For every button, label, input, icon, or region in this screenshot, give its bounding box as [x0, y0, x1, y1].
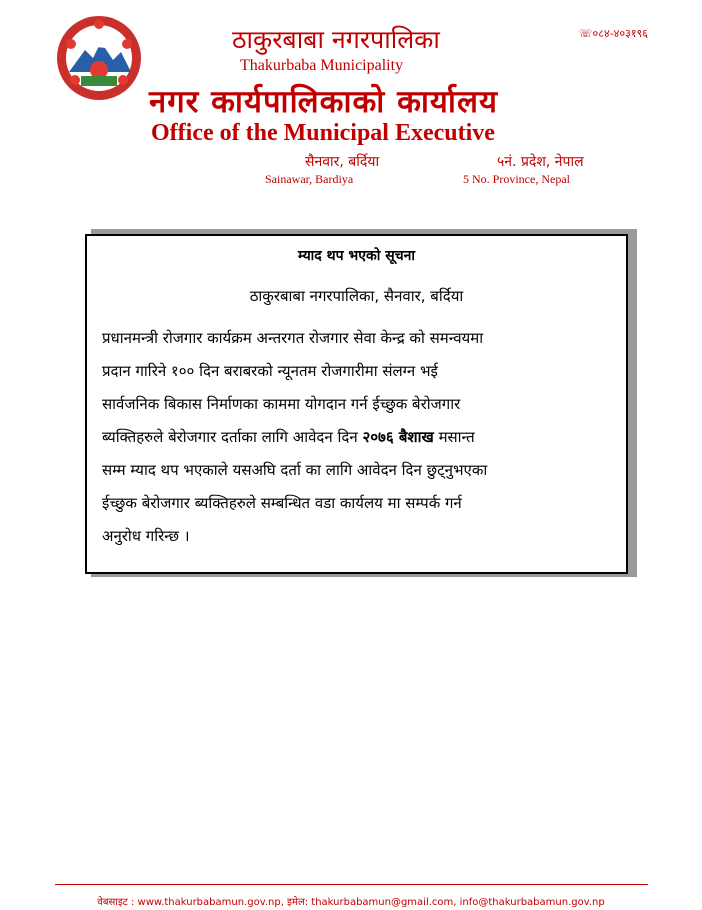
notice-line: प्रधानमन्त्री रोजगार कार्यक्रम अन्तरगत रोजगार सेवा केन्द्र को समन्वयमा — [102, 329, 484, 347]
footer-divider — [55, 884, 648, 885]
notice-line-text: मसान्त — [438, 428, 475, 446]
notice-heading: म्याद थप भएको सूचना — [298, 248, 415, 264]
office-title-np: नगर कार्यपालिकाको कार्यालय — [149, 84, 498, 120]
municipality-name-en: Thakurbaba Municipality — [240, 57, 404, 74]
footer-contact: वेबसाइट : www.thakurbabamun.gov.np, इमेल: thakurbabamun@gmail.com, info@thakurbabamun.gov.np — [97, 897, 605, 908]
deadline-date: २०७६ बैशाख — [362, 428, 434, 446]
nepal-emblem-icon — [55, 14, 143, 102]
office-title-en: Office of the Municipal Executive — [151, 120, 495, 146]
municipality-name-np: ठाकुरबाबा नगरपालिका — [232, 25, 440, 54]
notice-line: ईच्छुक बेरोजगार ब्यक्तिहरुले सम्बन्धित वडा कार्यलय मा सम्पर्क गर्न — [102, 494, 462, 512]
location-en-right: 5 No. Province, Nepal — [463, 172, 570, 186]
notice-subheading: ठाकुरबाबा नगरपालिका, सैनवार, बर्दिया — [249, 287, 464, 305]
notice-line: सम्म म्याद थप भएकाले यसअघि दर्ता का लागि आवेदन दिन छुट्नुभएका — [102, 461, 488, 479]
location-np-right: ५नं. प्रदेश, नेपाल — [497, 154, 584, 170]
phone-number: ☏०८४-४०३१९६ — [578, 27, 648, 40]
notice-line: अनुरोध गरिन्छ । — [102, 527, 190, 545]
notice-body — [102, 322, 616, 553]
notice-box — [85, 234, 628, 574]
notice-line-text: ब्यक्तिहरुले बेरोजगार दर्ताका लागि आवेदन दिन — [102, 428, 358, 446]
notice-line: सार्वजनिक बिकास निर्माणका काममा योगदान गर्न ईच्छुक बेरोजगार — [102, 395, 461, 413]
location-en-left: Sainawar, Bardiya — [265, 172, 354, 186]
notice-line: प्रदान गारिने १०० दिन बराबरको न्यूनतम रोजगारीमा संलग्न भई — [102, 362, 438, 380]
location-np-left: सैनवार, बर्दिया — [305, 154, 380, 170]
notice-line — [102, 421, 616, 454]
